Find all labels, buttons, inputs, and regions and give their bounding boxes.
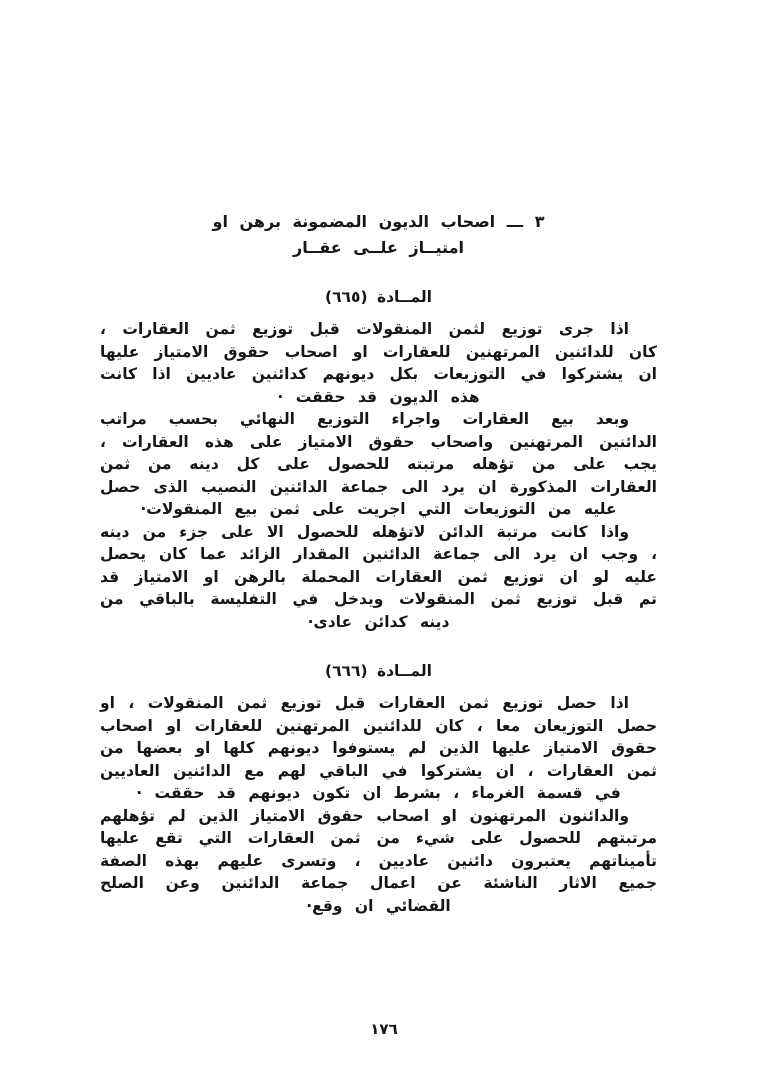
section-heading-line-2: امتيــاز علــى عقــار [293,238,464,257]
article-665 [100,287,657,633]
article-666-title: المــادة (٦٦٦) [324,662,432,680]
section-heading-line-1: ٣ ـــ اصحاب الديون المضمونة برهن او [212,212,545,231]
section-heading [100,209,657,261]
page-number: ١٧٦ [370,1020,398,1038]
article-665-paragraph-1: اذا جرى توزيع لثمن المنقولات قبل توزيع ثمن العقارات ، كان للدائنين المرتهنين للعقارات او اصحاب حقوق الامتياز عليها ان يشتركوا في التوزيعات بكل ديونهم كدائنين عاديين اذا كانت هذه الديون قد حققت · [100,320,657,406]
article-666-paragraph-1: اذا حصل توزيع ثمن العقارات قبل توزيع ثمن المنقولات ، او حصل التوزيعان معا ، كان للدائنين المرتهنين للعقارات او اصحاب حقوق الامتياز عليها الذين لم يستوفوا ديونهم كلها او بعضها من ثمن العقارات ، ان يشتركوا في الباقي لهم مع الدائنين العاديين في قسمة الغرماء ، بشرط ان تكون ديونهم قد حققت · [100,694,657,802]
article-666-paragraph-2: والدائنون المرتهنون او اصحاب حقوق الامتياز الذين لم تؤهلهم مرتبتهم للحصول على شيء من ثمن العقارات التي تقع عليها تأميناتهم يعتبرون دائنين عاديين ، وتسرى عليهم بهذه الصفة جميع الاثار الناشئة عن اعمال جماعة الدائنين وعن الصلح القضائي ان وقع· [100,806,657,915]
article-665-title: المــادة (٦٦٥) [324,288,432,306]
article-665-paragraph-2: وبعد بيع العقارات واجراء التوزيع النهائي بحسب مراتب الدائنين المرتهنين واصحاب حقوق الامتياز على هذه العقارات ، يجب على من تؤهله مرتبته للحصول على كل دينه من ثمن العقارات المذكورة ان يرد الى جماعة الدائنين النصيب الذى حصل عليه من التوزيعات التي اجريت على ثمن بيع المنقولات· [100,410,657,518]
article-666 [100,661,657,917]
article-665-paragraph-3: واذا كانت مرتبة الدائن لاتؤهله للحصول الا على جزء من دينه ، وجب ان يرد الى جماعة الدائنين المقدار الزائد عما كان يحصل عليه لو ان توزيع ثمن العقارات المحملة بالرهن او الامتياز قد تم قبل توزيع ثمن المنقولات ويدخل في التفليسة بالباقي من دينه كدائن عادى· [100,522,657,631]
page-content [100,0,657,917]
